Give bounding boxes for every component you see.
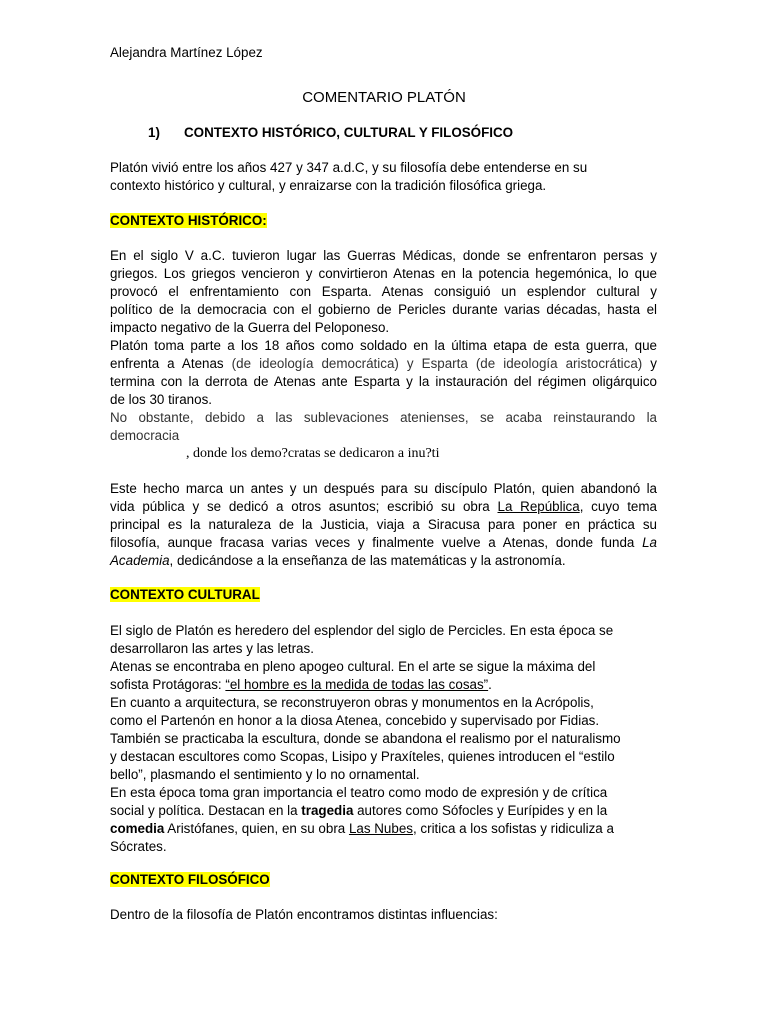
text-span: , dedicándose a la enseñanza de las matemáticas y la astronomía.	[169, 553, 566, 568]
text-span: social y política. Destacan en la	[110, 803, 302, 818]
intro-line: contexto histórico y cultural, y enraizarse con la tradición filosófica griega.	[110, 178, 547, 193]
paragraph-line: desarrollaron las artes y las letras.	[110, 641, 314, 656]
section-heading	[148, 124, 513, 142]
highlighted-heading: CONTEXTO CULTURAL	[110, 587, 260, 602]
paragraph-line: impacto negativo de la Guerra del Peloponeso.	[110, 320, 390, 335]
paragraph-line: Dentro de la filosofía de Platón encontramos distintas influencias:	[110, 907, 498, 922]
paragraph-line	[110, 355, 657, 373]
paragraph-line: Este hecho marca un antes y un después para su discípulo Platón, quien abandonó la	[110, 481, 657, 496]
paragraph-line: No obstante, debido a las sublevaciones atenienses, se acaba reinstaurando la	[110, 410, 657, 425]
paragraph-line	[110, 498, 657, 516]
paragraph-line: Sócrates.	[110, 839, 167, 854]
paragraph-line	[110, 534, 657, 552]
paragraph-line: En cuanto a arquitectura, se reconstruyeron obras y monumentos en la Acrópolis,	[110, 695, 594, 710]
text-span: Aristófanes, quien, en su obra	[164, 821, 349, 836]
author-name: Alejandra Martínez López	[110, 45, 263, 60]
paragraph-line: Platón toma parte a los 18 años como soldado en la última etapa de esta guerra, que	[110, 338, 657, 353]
highlighted-heading: CONTEXTO FILOSÓFICO	[110, 872, 270, 887]
section-number: 1)	[148, 125, 160, 140]
paragraph-line: También se practicaba la escultura, donde se abandona el realismo por el naturalismo	[110, 731, 621, 746]
paragraph-line: bello”, plasmando el sentimiento y lo no ornamental.	[110, 767, 420, 782]
text-span: , critica a los sofistas y ridiculiza a	[412, 821, 614, 836]
text-span: autores como Sófocles y Eurípides y en la	[353, 803, 608, 818]
highlighted-heading: CONTEXTO HISTÓRICO:	[110, 213, 267, 228]
paragraph-line	[110, 676, 657, 694]
intro-line: Platón vivió entre los años 427 y 347 a.d.C, y su filosofía debe entenderse en su	[110, 160, 588, 175]
paragraph-line: de los 30 tiranos.	[110, 392, 212, 407]
text-span: y	[642, 356, 658, 371]
paragraph-line: En el siglo V a.C. tuvieron lugar las Guerras Médicas, donde se enfrentaron persas y	[110, 248, 657, 263]
paragraph-line: provocó el enfrentamiento con Esparta. Atenas consiguió un esplendor cultural y	[110, 284, 657, 299]
text-span: vida pública y se dedicó a otros asuntos; escribió su obra	[110, 499, 498, 514]
book-title-republica: La República	[497, 499, 580, 514]
paragraph-line: El siglo de Platón es heredero del esplendor del siglo de Percicles. En esta época se	[110, 623, 614, 638]
paragraph-line: Atenas se encontraba en pleno apogeo cultural. En el arte se sigue la máxima del	[110, 659, 596, 674]
heading-historico	[110, 212, 657, 230]
paragraph-line: griegos. Los griegos vencieron y convirtieron Atenas en la potencia hegemónica, lo que	[110, 266, 657, 281]
heading-filosofico	[110, 871, 657, 889]
paragraph-line	[110, 802, 657, 820]
quote-protagoras: “el hombre es la medida de todas las cosas”	[225, 677, 489, 692]
document-title: COMENTARIO PLATÓN	[302, 89, 466, 106]
bold-span: tragedia	[301, 803, 354, 818]
paragraph-line: termina con la derrota de Atenas ante Esparta y la instauración del régimen oligárquico	[110, 374, 657, 389]
italic-span: Academia	[110, 553, 170, 568]
paragraph-line	[110, 820, 657, 838]
paragraph-line: En esta época toma gran importancia el teatro como modo de expresión y de crítica	[110, 785, 608, 800]
heading-cultural	[110, 586, 657, 604]
text-span: , cuyo tema	[579, 499, 657, 514]
paragraph-line: y destacan escultores como Scopas, Lisipo y Praxíteles, quienes introducen el “estilo	[110, 749, 615, 764]
text-span: sofista Protágoras:	[110, 677, 226, 692]
section-title: CONTEXTO HISTÓRICO, CULTURAL Y FILOSÓFICO	[184, 125, 514, 140]
italic-span: La	[642, 535, 657, 550]
paragraph-line: como el Partenón en honor a la diosa Atenea, concebido y supervisado por Fidias.	[110, 713, 600, 728]
bold-span: comedia	[110, 821, 165, 836]
text-span-gray: (de ideología democrática) y Esparta (de ideología aristocrática)	[231, 356, 643, 371]
text-span: .	[488, 677, 492, 692]
garbled-line: , donde los demo?cratas se dedicaron a inu?ti	[186, 446, 440, 461]
paragraph-line	[110, 552, 657, 570]
paragraph-line: democracia	[110, 428, 180, 443]
text-span: enfrenta a Atenas	[110, 356, 232, 371]
paragraph-line: principal es la naturaleza de la Justicia, viaja a Siracusa para poner en práctica su	[110, 517, 657, 532]
paragraph-line: político de la democracia con el gobierno de Pericles durante varias décadas, hasta el	[110, 302, 657, 317]
text-span: filosofía, aunque fracasa varias veces y finalmente vuelve a Atenas, donde funda	[110, 535, 643, 550]
book-title-nubes: Las Nubes	[348, 821, 413, 836]
